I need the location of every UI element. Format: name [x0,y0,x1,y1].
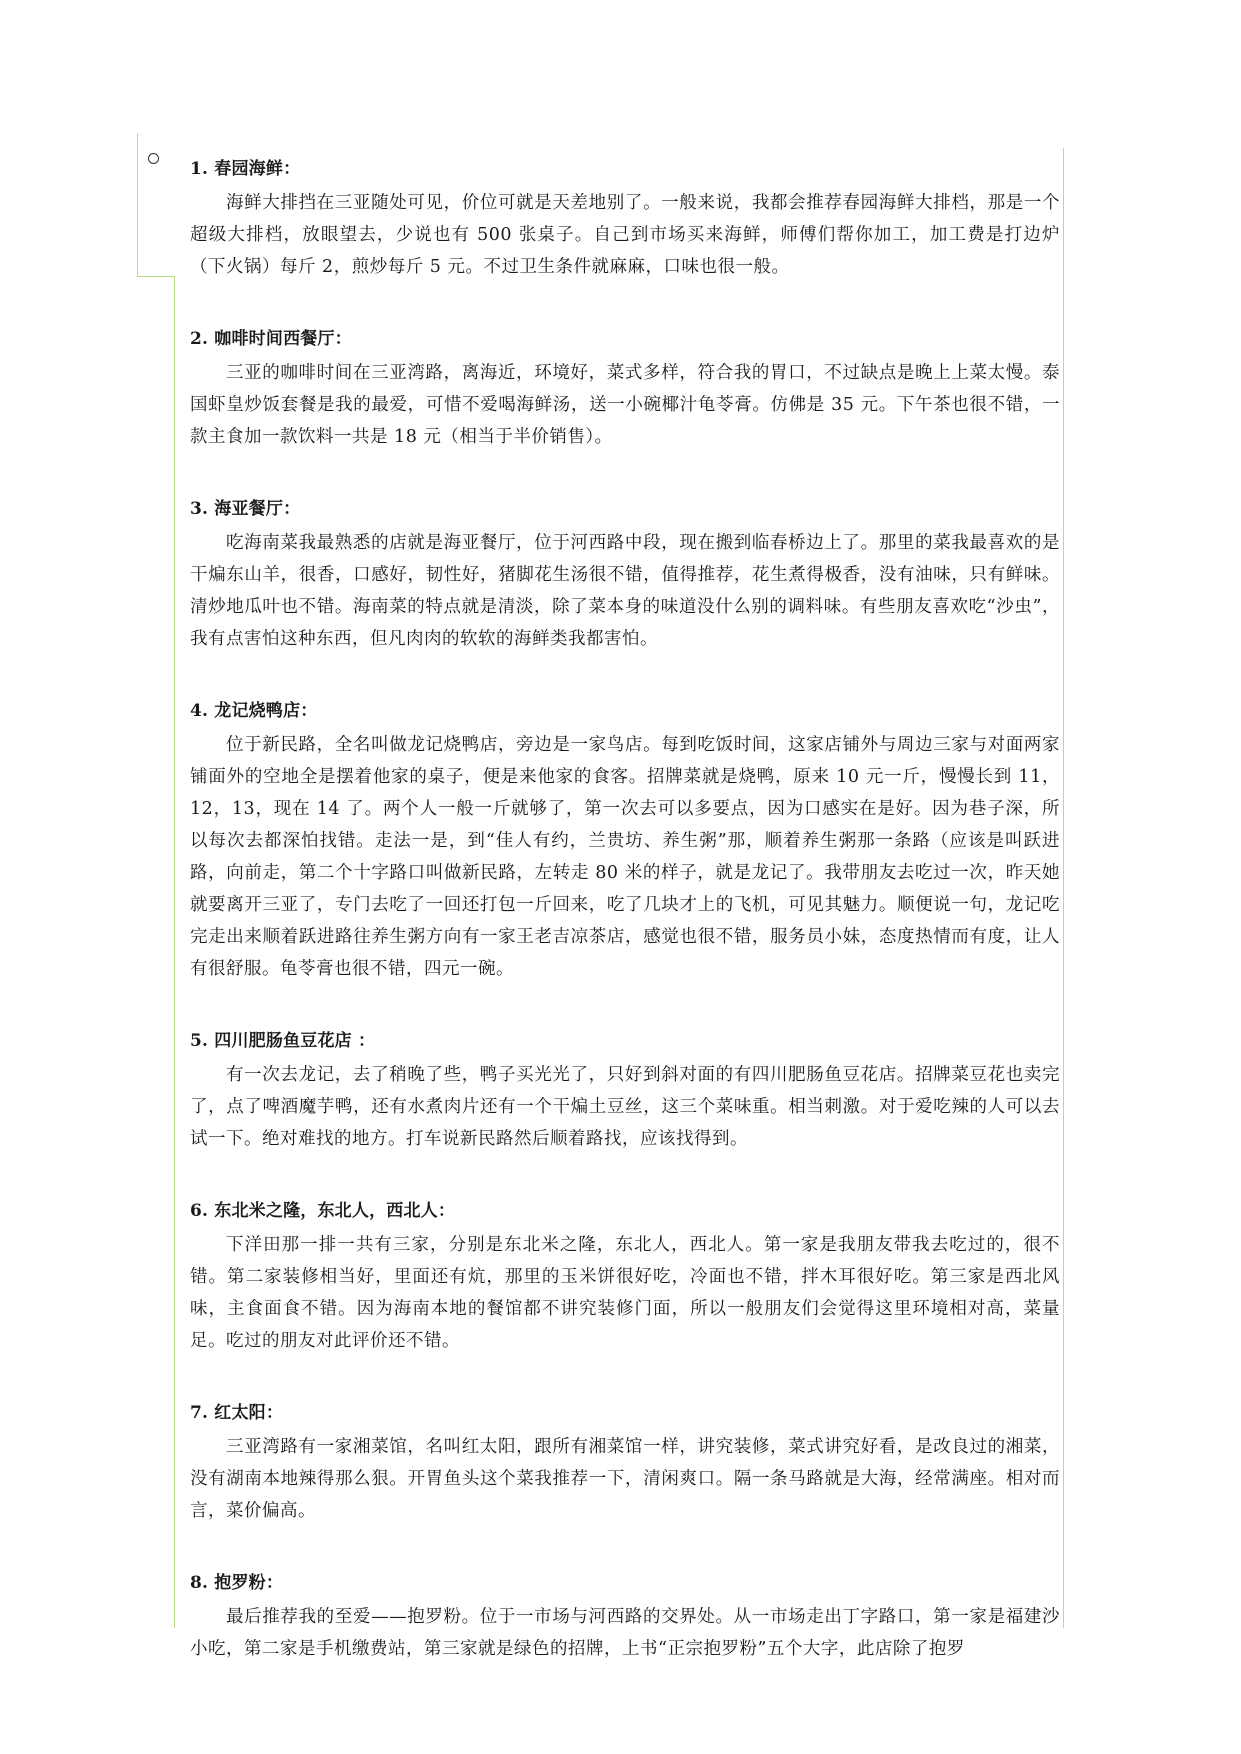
left-border-step [137,276,174,277]
section-body: 三亚的咖啡时间在三亚湾路，离海近，环境好，菜式多样，符合我的胃口，不过缺点是晚上上菜太慢。泰国虾皇炒饭套餐是我的最爱，可惜不爱喝海鲜汤，送一小碗椰汁龟苓膏。仿佛是 35 元。下午茶也很不错，一款主食加一款饮料一共是 18 元（相当于半价销售）。 [190,363,1060,447]
section-gap [190,283,1060,321]
section-gap [190,1527,1060,1565]
section-heading: 3. 海亚餐厅： [190,499,301,519]
section-gap [190,1155,1060,1193]
left-border-line-lower [174,276,175,1628]
section-7 [190,1395,1060,1527]
section-gap [190,1357,1060,1395]
section-body: 海鲜大排挡在三亚随处可见，价位可就是天差地别了。一般来说，我都会推荐春园海鲜大排档，那是一个超级大排档，放眼望去，少说也有 500 张桌子。自己到市场买来海鲜，师傅们帮你加工，加工费是打边炉（下火锅）每斤 2，煎炒每斤 5 元。不过卫生条件就麻麻，口味也很一般。 [190,193,1060,277]
section-heading: 8. 抱罗粉： [190,1573,284,1593]
section-6 [190,1193,1060,1357]
section-4 [190,693,1060,985]
section-heading: 1. 春园海鲜： [190,159,301,179]
section-heading: 4. 龙记烧鸭店： [190,701,318,721]
section-body: 下洋田那一排一共有三家，分别是东北米之隆，东北人，西北人。第一家是我朋友带我去吃过的，很不错。第二家装修相当好，里面还有炕，那里的玉米饼很好吃，冷面也不错，拌木耳很好吃。第三家是西北风味，主食面食不错。因为海南本地的餐馆都不讲究装修门面，所以一般朋友们会觉得这里环境相对高，菜量足。吃过的朋友对此评价还不错。 [190,1235,1060,1351]
section-heading: 7. 红太阳： [190,1403,284,1423]
section-2 [190,321,1060,453]
list-bullet-icon [148,153,159,164]
section-8 [190,1565,1060,1665]
section-heading: 2. 咖啡时间西餐厅： [190,329,352,349]
section-gap [190,655,1060,693]
section-gap [190,985,1060,1023]
left-border-line-upper [137,133,138,276]
section-heading: 6. 东北米之隆，东北人，西北人： [190,1201,456,1221]
section-body: 位于新民路，全名叫做龙记烧鸭店，旁边是一家鸟店。每到吃饭时间，这家店铺外与周边三家与对面两家铺面外的空地全是摆着他家的桌子，便是来他家的食客。招牌菜就是烧鸭，原来 10 元一斤，慢慢长到 11，12，13，现在 14 了。两个人一般一斤就够了，第一次去可以多要点，因为口感实在是好。因为巷子深，所以每次去都深怕找错。走法一是，到“佳人有约，兰贵坊、养生粥”那，顺着养生粥那一条路（应该是叫跃进路，向前走，第二个十字路口叫做新民路，左转走 80 米的样子，就是龙记了。我带朋友去吃过一次，昨天她就要离开三亚了，专门去吃了一回还打包一斤回来，吃了几块才上的飞机，可见其魅力。顺便说一句，龙记吃完走出来顺着跃进路往养生粥方向有一家王老吉凉茶店，感觉也很不错，服务员小妹，态度热情而有度，让人有很舒服。龟苓膏也很不错，四元一碗。 [190,735,1060,979]
right-border-line [1063,148,1064,1628]
section-body: 有一次去龙记，去了稍晚了些，鸭子买光光了，只好到斜对面的有四川肥肠鱼豆花店。招牌菜豆花也卖完了，点了啤酒魔芋鸭，还有水煮肉片还有一个干煸土豆丝，这三个菜味重。相当刺激。对于爱吃辣的人可以去试一下。绝对难找的地方。打车说新民路然后顺着路找，应该找得到。 [190,1065,1060,1149]
section-heading: 5. 四川肥肠鱼豆花店 ： [190,1031,376,1051]
section-body: 最后推荐我的至爱——抱罗粉。位于一市场与河西路的交界处。从一市场走出丁字路口，第一家是福建沙小吃，第二家是手机缴费站，第三家就是绿色的招牌，上书“正宗抱罗粉”五个大字，此店除了抱罗 [190,1607,1060,1659]
section-body: 吃海南菜我最熟悉的店就是海亚餐厅，位于河西路中段，现在搬到临春桥边上了。那里的菜我最喜欢的是干煸东山羊，很香，口感好，韧性好，猪脚花生汤很不错，值得推荐，花生煮得极香，没有油味，只有鲜味。清炒地瓜叶也不错。海南菜的特点就是清淡，除了菜本身的味道没什么别的调料味。有些朋友喜欢吃“沙虫”，我有点害怕这种东西，但凡肉肉的软软的海鲜类我都害怕。 [190,533,1060,649]
section-gap [190,453,1060,491]
section-1 [190,151,1060,283]
section-body: 三亚湾路有一家湘菜馆，名叫红太阳，跟所有湘菜馆一样，讲究装修，菜式讲究好看，是改良过的湘菜，没有湖南本地辣得那么狠。开胃鱼头这个菜我推荐一下，清闲爽口。隔一条马路就是大海，经常满座。相对而言，菜价偏高。 [190,1437,1060,1521]
article-content [190,151,1060,1665]
section-3 [190,491,1060,655]
section-5 [190,1023,1060,1155]
